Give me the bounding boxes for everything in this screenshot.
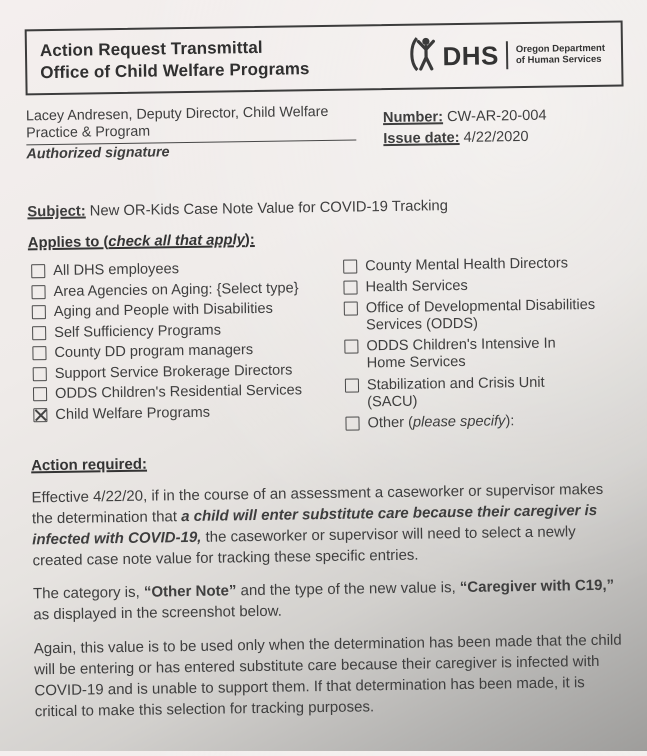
issue-date-label: Issue date:: [383, 129, 460, 148]
checkbox[interactable]: [32, 346, 46, 360]
checkbox-label: Health Services: [365, 277, 468, 296]
logo-divider: [506, 41, 508, 69]
checkbox-item[interactable]: [32, 320, 344, 342]
checkbox[interactable]: [31, 285, 45, 299]
checkbox-label: ODDS Children's Residential Services: [54, 382, 303, 402]
checkbox[interactable]: [343, 259, 357, 273]
checkbox[interactable]: [32, 305, 46, 319]
org-line-2: of Human Services: [515, 53, 602, 67]
checkbox-item[interactable]: [31, 259, 343, 281]
checkbox-item[interactable]: [345, 412, 597, 433]
signature-name: [26, 103, 357, 145]
checkbox[interactable]: [33, 367, 47, 381]
para2-type-value: “Caregiver with C19,”: [459, 576, 615, 596]
number-row: [383, 106, 547, 129]
signature-block: [26, 103, 357, 162]
signature-caption: Authorized signature: [26, 144, 170, 163]
para1-text-2: the caseworker or supervisor will need to select a newly created case note value for tracking these specific entries.: [32, 523, 576, 570]
signature-name-line-2: Practice & Program: [26, 123, 151, 142]
subject-label: Subject:: [27, 203, 86, 221]
applies-suffix: ):: [244, 231, 255, 249]
checkbox[interactable]: [344, 301, 358, 315]
checkbox-label: All DHS employees: [53, 261, 180, 279]
checkbox-list-right: [343, 255, 598, 437]
para2-text-2: and the type of the new value is,: [236, 578, 460, 600]
signature-name-line-1: Lacey Andresen, Deputy Director, Child Welfare: [25, 103, 329, 125]
issue-date-value: 4/22/2020: [463, 128, 529, 146]
checkbox-label: Self Sufficiency Programs: [54, 322, 222, 341]
checkbox-label: Child Welfare Programs: [55, 404, 211, 423]
checkbox-label: ODDS Children's Intensive In Home Services: [366, 335, 556, 372]
signature-meta-row: [26, 100, 625, 163]
checkbox-label: Aging and People with Disabilities: [53, 300, 273, 320]
meta-block: [383, 106, 547, 157]
checkbox-label: Area Agencies on Aging: {Select type}: [53, 279, 299, 300]
checkbox-item[interactable]: [31, 279, 343, 301]
page-title: [40, 36, 310, 84]
dhs-person-icon: [407, 35, 438, 77]
action-paragraph-1: [31, 479, 626, 572]
checkbox-item[interactable]: [32, 300, 344, 322]
para1-text: Effective 4/22/20, if in the course of an assessment a caseworker or supervisor makes the determination that: [31, 480, 604, 528]
checkbox-label: Other (please specify):: [367, 413, 515, 432]
checkbox-item[interactable]: [33, 361, 345, 383]
checkbox-label: Office of Developmental Disabilities Services (ODDS): [365, 296, 596, 334]
dhs-logo: [407, 33, 605, 78]
org-name: [516, 43, 606, 66]
issue-date-row: [383, 127, 547, 150]
checkbox-item[interactable]: [343, 276, 595, 297]
checkbox-item[interactable]: [345, 374, 597, 412]
checkbox[interactable]: [32, 326, 46, 340]
org-line-1: Oregon Department: [515, 42, 606, 56]
header-box: [25, 21, 624, 96]
document-sheet: [0, 20, 647, 756]
subject-text: New OR-Kids Case Note Value for COVID-19 Tracking: [89, 198, 449, 220]
applies-to-heading: [28, 226, 645, 251]
action-paragraph-2: [33, 575, 628, 626]
checkbox-checked[interactable]: [33, 408, 47, 422]
action-paragraph-3: Again, this value is to be used only when the determination has been made that the child will be entering or has entered substitute care because their caregiver is infected with COVID-19 and is unable to support them. If that determination has been made, it is critical to make this selection for tracking purposes.: [33, 631, 622, 721]
dhs-acronym: DHS: [442, 39, 500, 71]
action-required-heading: Action required:: [30, 455, 148, 475]
applies-italic: check all that apply: [108, 232, 245, 251]
checkbox-item[interactable]: [33, 402, 345, 424]
checkbox[interactable]: [33, 387, 47, 401]
checkbox-item[interactable]: [33, 382, 345, 404]
applies-to-checklist: [31, 254, 629, 441]
checkbox[interactable]: [345, 416, 359, 430]
checkbox-item[interactable]: [344, 335, 596, 373]
number-label: Number:: [382, 109, 444, 127]
subject-line: [27, 195, 625, 220]
checkbox-list-left: [31, 259, 346, 442]
checkbox[interactable]: [344, 339, 358, 353]
para1-emphasis: a child will enter substitute care because their caregiver is infected with COVID-19,: [32, 501, 598, 549]
checkbox-label: Support Service Brokerage Directors: [54, 361, 293, 382]
title-line-1: Action Request Transmittal: [39, 37, 263, 61]
checkbox[interactable]: [345, 378, 359, 392]
number-value: CW-AR-20-004: [446, 107, 547, 126]
checkbox[interactable]: [31, 264, 45, 278]
checkbox-label: County DD program managers: [54, 342, 254, 361]
checkbox[interactable]: [343, 280, 357, 294]
checkbox-label: Stabilization and Crisis Unit (SACU): [366, 374, 545, 411]
checkbox-item[interactable]: [32, 341, 344, 363]
title-line-2: Office of Child Welfare Programs: [40, 59, 310, 83]
para2-text: The category is,: [32, 583, 145, 603]
checkbox-item[interactable]: [343, 255, 595, 276]
para2-text-3: as displayed in the screenshot below.: [33, 602, 282, 624]
applies-prefix: Applies to (: [27, 234, 109, 252]
para2-category-value: “Other Note”: [143, 582, 237, 601]
checkbox-item[interactable]: [344, 297, 596, 335]
checkbox-label: County Mental Health Directors: [365, 255, 569, 275]
